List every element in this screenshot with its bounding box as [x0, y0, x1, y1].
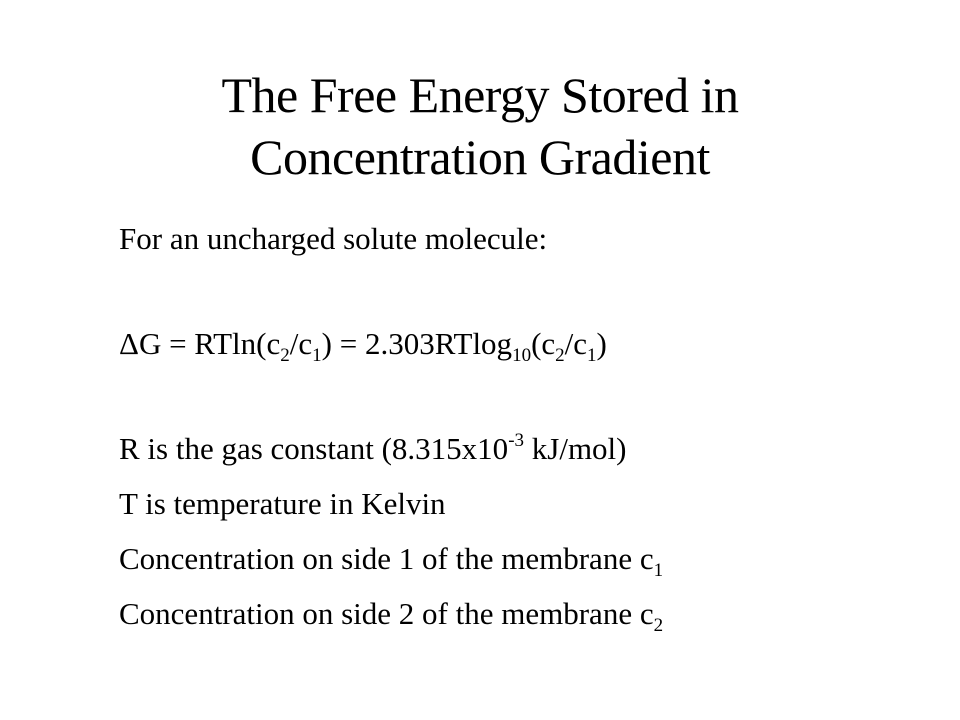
side-2-subscript: 2	[653, 615, 664, 636]
gas-constant-text	[119, 431, 627, 467]
equation-part-4: (c	[531, 326, 556, 361]
gas-constant-unit: kJ/mol)	[524, 431, 627, 466]
equation-sub-3: 10	[512, 345, 532, 366]
side-1-concentration-text	[119, 541, 664, 581]
slide-title-line-2: Concentration Gradient	[250, 129, 710, 185]
equation-part-3: ) = 2.303RTlog	[321, 326, 513, 361]
gas-constant-label: R is the gas constant (8.315x10	[119, 431, 509, 466]
equation-sub-2: 1	[312, 345, 322, 366]
slide-title	[0, 64, 960, 188]
equation-sub-4: 2	[555, 345, 565, 366]
side-2-label: Concentration on side 2 of the membrane c	[119, 596, 654, 631]
slide-title-line-1: The Free Energy Stored in	[221, 67, 739, 123]
equation-part-2: /c	[289, 326, 313, 361]
side-2-concentration-text	[119, 596, 664, 636]
equation-part-6: )	[596, 326, 607, 361]
delta-symbol: Δ	[119, 326, 139, 361]
equation-part-1: G = RTln(c	[138, 326, 281, 361]
free-energy-equation	[119, 326, 607, 366]
equation-sub-5: 1	[587, 345, 597, 366]
equation-sub-1: 2	[280, 345, 290, 366]
side-1-subscript: 1	[653, 560, 664, 581]
temperature-text: T is temperature in Kelvin	[119, 486, 446, 521]
equation-part-5: /c	[564, 326, 588, 361]
intro-text: For an uncharged solute molecule:	[119, 221, 548, 256]
gas-constant-exponent: -3	[508, 430, 525, 451]
side-1-label: Concentration on side 1 of the membrane c	[119, 541, 654, 576]
